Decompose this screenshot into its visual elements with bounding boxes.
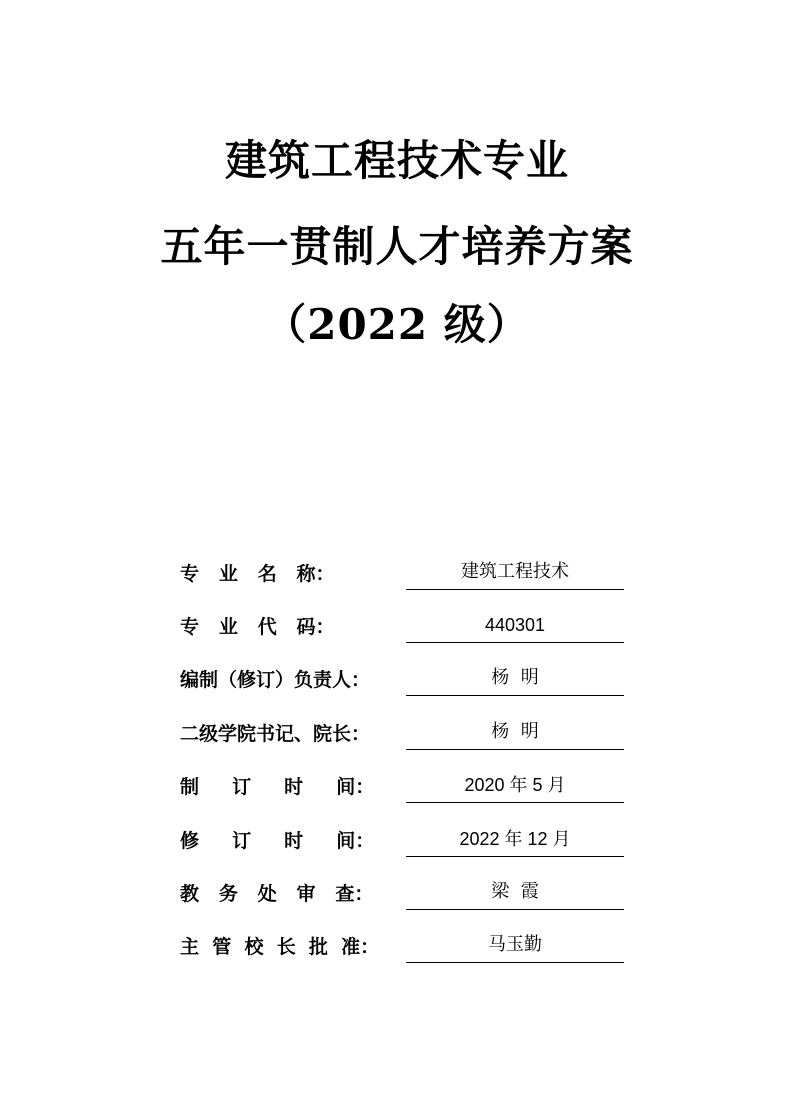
- principal-approval-label: 主 管 校 长 批 准：: [180, 936, 380, 958]
- document-subtitle: 五年一贯制人才培养方案: [160, 222, 634, 271]
- dean-value: 杨 明: [491, 721, 539, 742]
- editor-label: 编制（修订）负责人：: [180, 669, 371, 691]
- info-row-revised-date: [180, 823, 626, 859]
- revised-date-value: 2022 年 12 月: [459, 829, 571, 849]
- info-row-major-code: [180, 609, 626, 645]
- dean-label: 二级学院书记、院长：: [180, 723, 371, 745]
- info-row-major-name: [180, 556, 626, 592]
- editor-underline: [406, 695, 624, 696]
- major-code-value: 440301: [484, 615, 546, 635]
- info-row-dean: [180, 716, 626, 752]
- academic-review-label: 教 务 处 审 查：: [180, 883, 374, 905]
- major-name-underline: [406, 589, 624, 590]
- created-date-value: 2020 年 5 月: [464, 775, 566, 795]
- info-row-editor: [180, 662, 626, 698]
- document-title: 建筑工程技术专业: [224, 136, 569, 185]
- dean-underline: [406, 749, 624, 750]
- major-name-label: 专 业 名 称：: [180, 563, 335, 585]
- principal-approval-underline: [406, 962, 624, 963]
- revised-date-label: 修 订 时 间：: [180, 830, 375, 852]
- major-code-label: 专 业 代 码：: [180, 616, 335, 638]
- academic-review-underline: [406, 909, 624, 910]
- info-row-principal-approval: [180, 929, 626, 965]
- info-row-academic-review: [180, 876, 626, 912]
- principal-approval-value: 马玉勤: [488, 934, 542, 955]
- editor-value: 杨 明: [491, 667, 539, 688]
- info-row-created-date: [180, 769, 626, 805]
- created-date-underline: [406, 802, 624, 803]
- document-grade: （2022 级）: [264, 300, 530, 349]
- major-name-value: 建筑工程技术: [461, 561, 569, 582]
- created-date-label: 制 订 时 间：: [180, 776, 375, 798]
- academic-review-value: 梁 霞: [491, 881, 539, 902]
- revised-date-underline: [406, 856, 624, 857]
- major-code-underline: [406, 642, 624, 643]
